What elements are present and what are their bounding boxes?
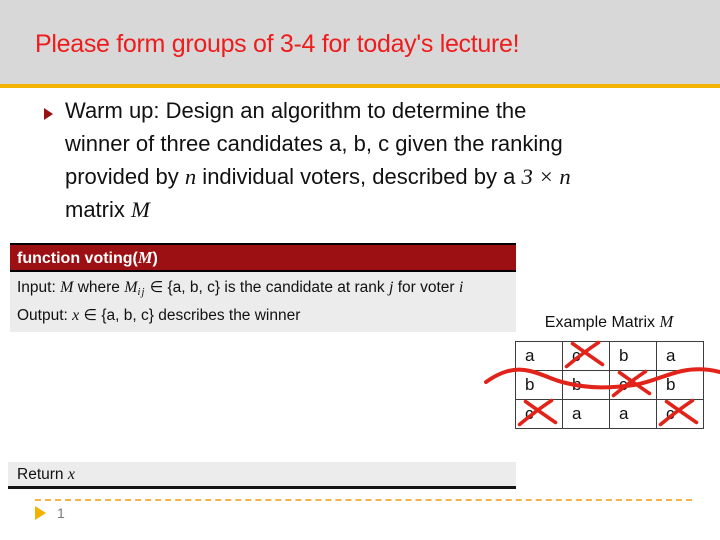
math-symbol: x — [67, 466, 75, 483]
function-header — [10, 243, 516, 272]
matrix-row — [516, 400, 704, 429]
matrix-cell: a — [516, 342, 563, 371]
text-segment: for voter — [393, 279, 459, 296]
matrix-cell: c — [563, 342, 610, 371]
text-segment: Input: — [17, 279, 61, 296]
text-segment: provided by — [65, 164, 185, 189]
matrix-row — [516, 371, 704, 400]
return-bar — [8, 462, 516, 489]
text-segment: Output: — [17, 306, 73, 324]
function-output-line — [17, 304, 516, 327]
footer-arrow-icon — [35, 506, 46, 520]
matrix-cell: b — [516, 371, 563, 400]
math-symbol: M — [124, 279, 138, 296]
bullet-triangle-icon — [44, 108, 53, 120]
text-segment: ∈ {a, b, c} describes the winner — [79, 306, 301, 324]
matrix-cell: b — [610, 342, 657, 371]
text-segment: function voting( — [17, 250, 138, 267]
math-symbol: M — [131, 197, 150, 222]
text-segment: ∈ {a, b, c} is the candidate at rank — [145, 279, 389, 296]
example-matrix-body — [516, 342, 704, 429]
matrix-cell: b — [563, 371, 610, 400]
math-symbol: M — [137, 248, 153, 267]
function-box — [10, 243, 516, 332]
footer-dashed-line — [35, 499, 692, 501]
text-segment: winner of three candidates a, b, c given the ranking — [65, 131, 563, 156]
matrix-cell: a — [657, 342, 704, 371]
text-segment: Warm up: Design an algorithm to determine the — [65, 98, 527, 123]
math-symbol: M — [60, 279, 74, 296]
bullet-line — [65, 160, 571, 193]
function-input-line — [17, 276, 516, 304]
matrix-cell: c — [610, 371, 657, 400]
text-segment: matrix — [65, 197, 131, 222]
math-symbol: x — [72, 306, 80, 324]
title-band — [0, 0, 720, 88]
math-symbol: M — [659, 312, 674, 331]
matrix-cell: a — [610, 400, 657, 429]
example-matrix-label — [505, 312, 713, 332]
math-symbol: 3 × n — [521, 164, 571, 189]
matrix-cell: c — [516, 400, 563, 429]
matrix-cell: b — [657, 371, 704, 400]
text-segment: where — [73, 279, 125, 296]
math-symbol: n — [184, 164, 197, 189]
text-segment: Return — [17, 466, 68, 483]
matrix-row — [516, 342, 704, 371]
math-symbol: ij — [137, 286, 146, 298]
matrix-cell: c — [657, 400, 704, 429]
text-segment: Example Matrix — [544, 314, 660, 331]
matrix-cell: a — [563, 400, 610, 429]
page-number: 1 — [57, 505, 65, 521]
bullet-line — [65, 193, 571, 226]
example-matrix-table — [515, 341, 704, 429]
bullet-line — [65, 127, 571, 160]
text-segment: individual voters, described by a — [196, 164, 522, 189]
text-segment: ) — [152, 250, 158, 267]
function-body — [10, 272, 516, 332]
bullet-line — [65, 94, 571, 127]
warmup-bullet-text — [65, 94, 571, 226]
math-symbol: i — [458, 279, 464, 296]
math-symbol: j — [388, 279, 394, 296]
slide-title: Please form groups of 3-4 for today's lecture! — [35, 30, 520, 58]
